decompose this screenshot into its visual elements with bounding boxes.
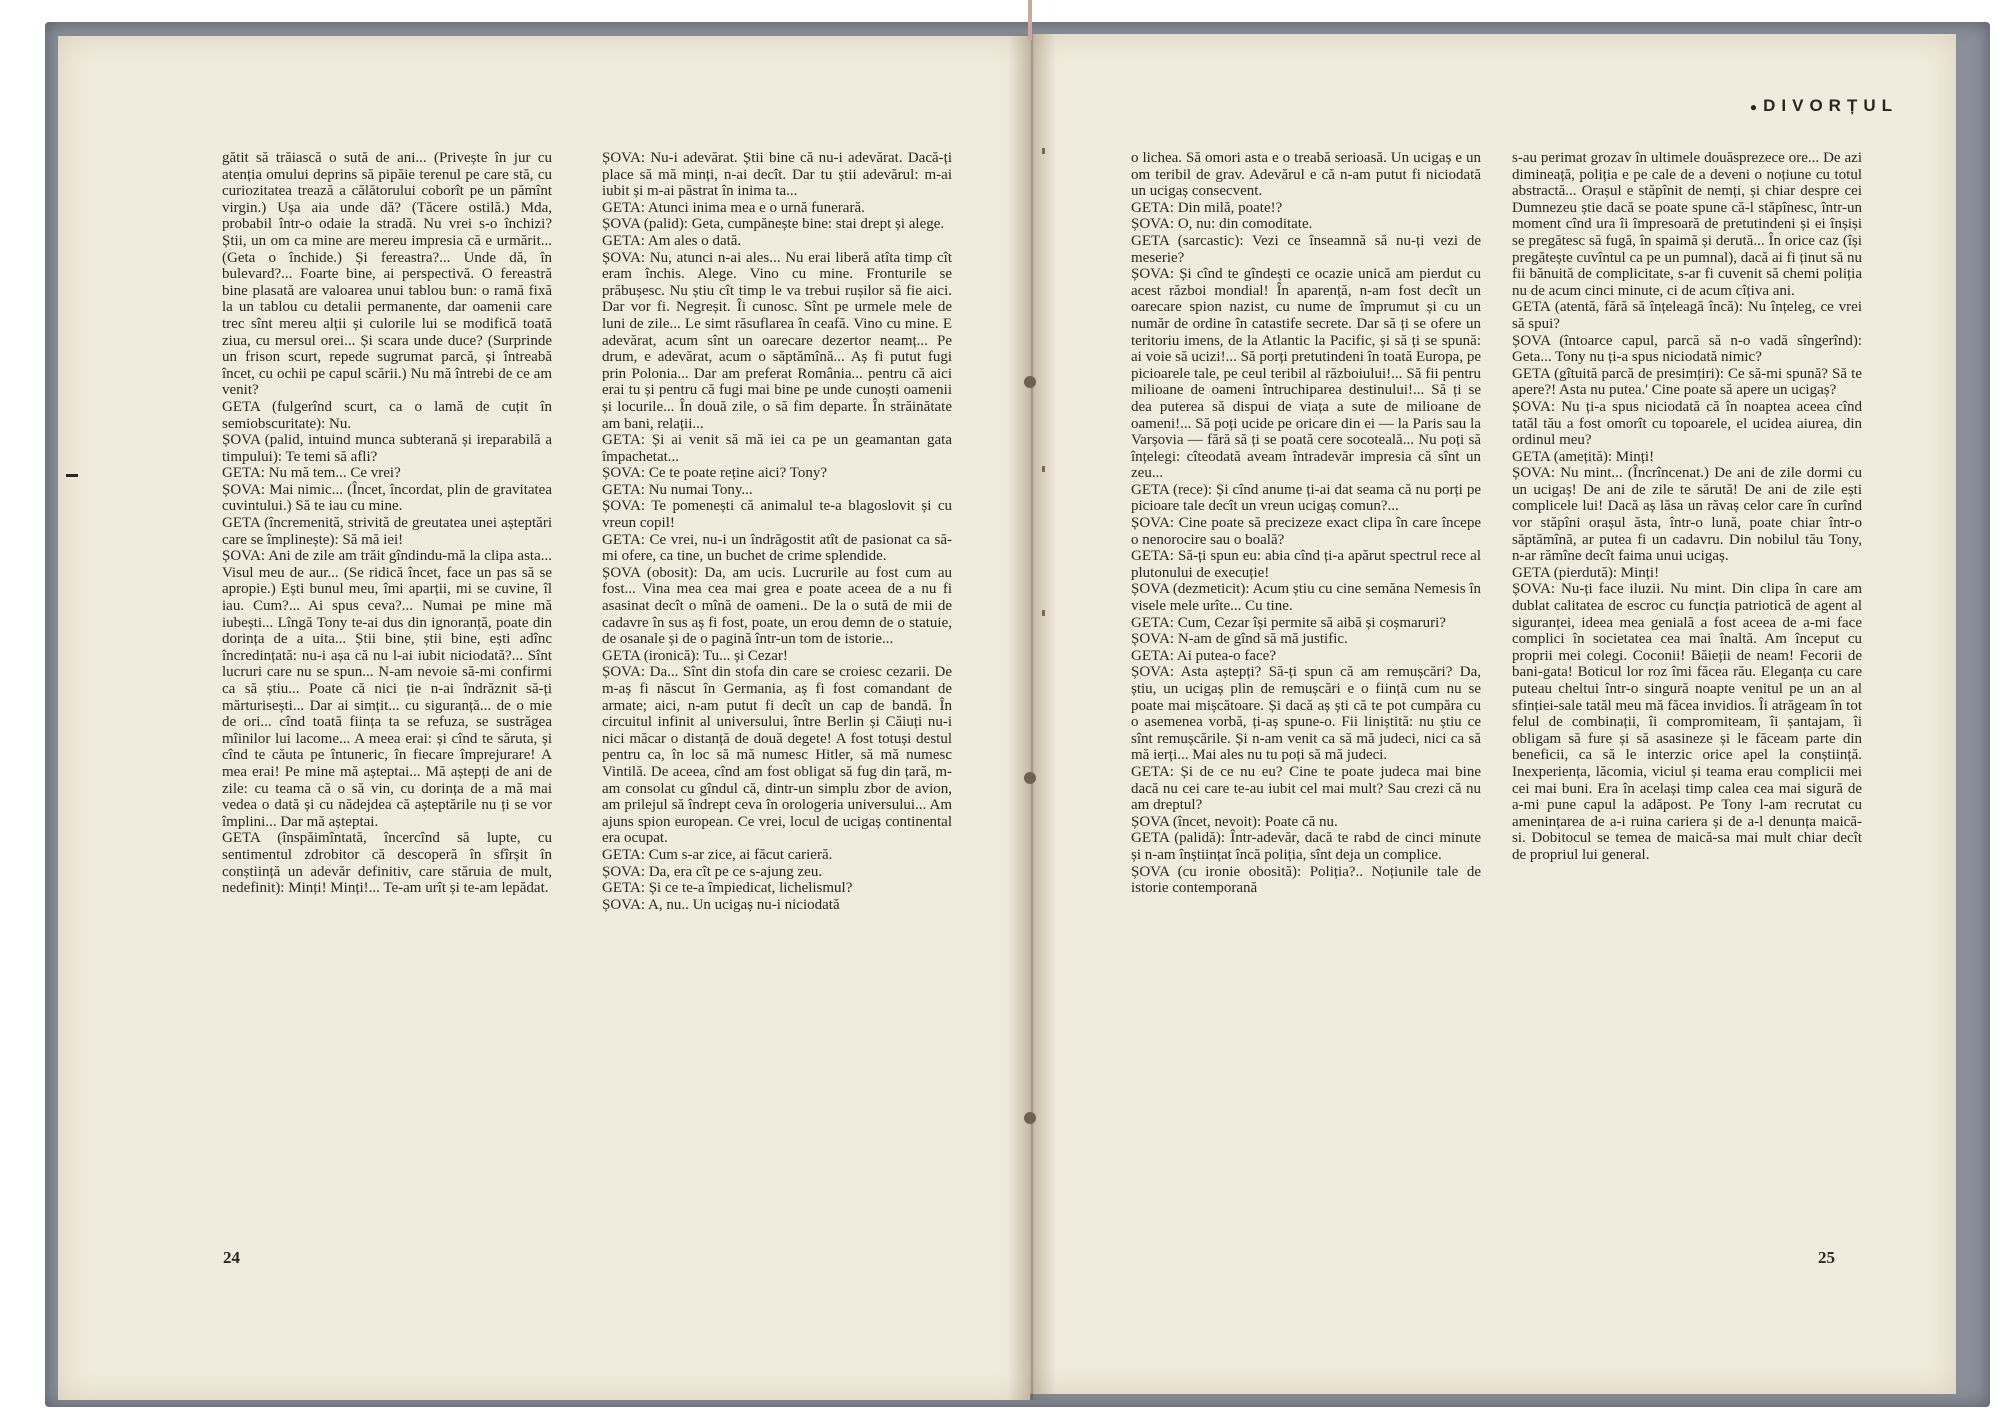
binding-stitch (1024, 1112, 1036, 1124)
page-number-right: 25 (1818, 1248, 1835, 1267)
right-page-column-1: o lichea. Să omori asta e o treabă serioasă. Un ucigaș e un om teribil de grav. Adevărul e că n-am putut fi niciodată un ucigaș consecvent. GETA: Din milă, poate!? ȘOVA: O, nu: din comoditate. GETA (sarcastic): Vezi ce înseamnă să nu-ți vezi de meserie? ȘOVA: Și cînd te gîndești ce ocazie unică am pierdut cu acest război mondial! În aparență, n-am fost decît un oarecare spion nazist, cu nume de împrumut și cu un număr de ordine în catastife secrete. Dar să ți se ofere un teritoriu imens, de la Atlantic la Pacific, și să ți se spună: ai voie să ucizi!... Să porți pretutindeni în toată Europa, pe picioarele tale, pe ceul teribil al războiului!... Să fii pentru milioane de oameni întruchiparea destinului!... Să ți se dea puterea să dispui de viața a sute de milioane de oameni!... Să poți ucide pe oricare din ei — la Paris sau la Varșovia — fără să ți se poată cere socoteală... Nu poți să înțelegi: cîteodată aveam întradevăr impresia că sînt un zeu... GETA (rece): Și cînd anume ți-ai dat seama că nu porți pe picioare tale decît un vreun ucigaș comun?... ȘOVA: Cine poate să precizeze exact clipa în care începe o nenorocire sau o boală? GETA: Să-ți spun eu: abia cînd ți-a apărut spectrul rece al plutonului de execuție! ȘOVA (dezmeticit): Acum știu cu cine semăna Nemesis în visele mele urîte... Cu tine. GETA: Cum, Cezar își permite să aibă și coșmaruri? ȘOVA: N-am de gînd să mă justific. GETA: Ai putea-o face? ȘOVA: Asta aștepți? Să-ți spun că am remușcări? Da, știu, un ucigaș plin de remușcări e o ființă cum nu se poate mai mișcătoare. Și dacă aș ști că te pot cumpăra cu o asemenea vorbă, ți-aș spune-o. Fii liniștită: nu știu ce sînt remușcările. Și n-am venit ca să mă judeci, nici ca să mă ierți... Mai ales nu tu poți să mă judeci. GETA: Și de ce nu eu? Cine te poate judeca mai bine dacă nu cei care te-au iubit cel mai mult? Sau crezi că nu am dreptul? ȘOVA (încet, nevoit): Poate că nu. GETA (palidă): Într-adevăr, dacă te rabd de cinci minute și n-am înștiințat încă poliția, sînt deja un complice. ȘOVA (cu ironie obosită): Poliția?.. Noțiunile tale de istorie contemporană (1131, 150, 1481, 897)
right-page-column-2: s-au perimat grozav în ultimele douăsprezece ore... De azi dimineață, poliția e pe cale de a deveni o noțiune cu totul abstractă... Orașul e stăpînit de nemți, și chiar despre cei Dumnezeu știe dacă se poate spune că-l stăpînesc, într-un moment cînd ura îi împresoară de pretutindeni și ei înșiși se pregătesc să fugă, în spaimă și derută... În orice caz (își pregătește cuvîntul ca pe un pumnal), dacă ai fi ținut să nu fii bănuită de complicitate, s-ar fi cuvenit să chemi poliția nu de acum cinci minute, ci de acum cîțiva ani. GETA (atentă, fără să înțeleagă încă): Nu înțeleg, ce vrei să spui? ȘOVA (întoarce capul, parcă să n-o vadă sîngerînd): Geta... Tony nu ți-a spus niciodată nimic? GETA (gîtuită parcă de presimțiri): Ce să-mi spună? Să te apere?! Asta nu putea.' Cine poate să apere un ucigaș? ȘOVA: Nu ți-a spus niciodată că în noaptea aceea cînd tatăl tău a fost omorît cu topoarele, el ucidea aiurea, din ordinul meu? GETA (amețită): Minți! ȘOVA: Nu mint... (Încrîncenat.) De ani de zile dormi cu un ucigaș! De ani de zile te sărută! De ani de zile ești complicele lui! Dacă aș lăsa un răvaș celor care în curînd vor stăpîni orașul ăsta, într-o lună, poate chiar într-o săptămînă, ar putea fi un cadavru. Din nobilul tău Tony, n-ar rămîne decît faima unui ucigaș. GETA (pierdută): Minți! ȘOVA: Nu-ți face iluzii. Nu mint. Din clipa în care am dublat calitatea de escroc cu funcția patriotică de agent al siguranței, ideea mea genială a fost aceea de a-mi face complici în societatea cea mai înaltă. Am început cu proprii mei colegi. Coconii! Băieții de neam! Fecorii de bani-gata! Boticul lor roz îmi făcea rău. Eleganța cu care puteau cheltui într-o singură noapte venitul pe un an al sfinției-sale tatăl meu mă făcea invidios. Îi atrăgeam în tot felul de combinații, îi compromiteam, îi șantajam, îi obligam să fure și să asasineze și le făceam parte din beneficii, ca să le interzic orice apel la conștiință. Inexperiența, lăcomia, viciul și teama erau complicii mei cei mai buni. Era în același timp calea cea mai sigură de a-mi pune capul la adăpost. Pe Tony l-am recrutat cu amenințarea de a-i ruina cariera și de a-l denunța maică-si. Dobitocul se temea de maică-sa mai mult chiar decît de propriul lui general. (1512, 150, 1862, 863)
page-number-left: 24 (223, 1248, 240, 1267)
running-header (1638, 96, 1898, 116)
binding-stitch (1024, 376, 1036, 388)
left-page-column-1: gătit să trăiască o sută de ani... (Privește în jur cu atenția omului deprins să pipăie terenul pe care stă, cu curiozitatea trează a călătorului coborît pe un pămînt virgin.) Ușa aia unde dă? (Tăcere ostilă.) Mda, probabil într-o odaie la stradă. Nu vrei s-o închizi? Știi, un om ca mine are mereu impresia că e urmărit... (Geta o închide.) Și fereastra?... Unde dă, în bulevard?... Foarte bine, ai perspectivă. O fereastră bine plasată are valoarea unui tablou bun: o ramă fixă la un tablou cu detalii permanente, dar oamenii care trec sînt mereu alții și culorile lui se modifică toată ziua, cu mersul orei... Și scara unde duce? (Surprinde un frison scurt, repede sugrumat parcă, și întreabă încet, cu ochii pe capul scării.) Nu mă întrebi de ce am venit? GETA (fulgerînd scurt, ca o lamă de cuțit în semiobscuritate): Nu. ȘOVA (palid, intuind munca subterană și ireparabilă a timpului): Te temi să afli? GETA: Nu mă tem... Ce vrei? ȘOVA: Mai nimic... (Încet, încordat, plin de gravitatea cuvintului.) Să te iau cu mine. GETA (încremenită, strivită de greutatea unei așteptări care se împlinește): Să mă iei! ȘOVA: Ani de zile am trăit gîndindu-mă la clipa asta... Visul meu de aur... (Se ridică încet, face un pas să se apropie.) Ești bunul meu, îmi aparții, mi se cuvine, îl iau. Cum?... Ai spus ceva?... Numai pe mine mă iubești... Lîngă Tony te-ai dus din ignoranță, poate din dorința de a uita... Știi bine, știi bine, ești adînc încredințată: nu-i așa că nu l-ai iubit niciodată?... Sînt lucruri care nu se spun... N-am nevoie să-mi confirmi ca să știu... Poate că nici ție n-ai îndrăznit să-ți mărturisești... Dar ai simțit... cu siguranță... de o mie de ori... cînd toată ființa ta se refuza, se sustrăgea mîinilor lui lacome... A meea erai: și cînd te săruta, și cînd te căuta pe întuneric, în fiecare împrejurare! A mea erai! Pe mine mă așteptai... Mă aștepți de ani de zile: cu teama că o să vin, cu dorința de a mă mai vedea o dată și cu nădejdea că așteptările nu ți se vor împlini... Dar mă așteptai. GETA (înspăimîntată, încercînd să lupte, cu sentimentul zdrobitor că descoperă în sfîrșit în conștiință un adevăr definitiv, care stăruia de mult, nedefinit): Minți! Minți!... Te-am urît și te-am lepădat. (222, 150, 552, 897)
fold-mark (1042, 148, 1045, 154)
fold-mark (1042, 610, 1045, 616)
binding-thread (1028, 0, 1032, 40)
header-title: DIVORȚUL (1763, 96, 1898, 115)
left-page-column-2: ȘOVA: Nu-i adevărat. Știi bine că nu-i adevărat. Dacă-ți place să mă minți, n-ai decît. Dar tu știi adevărul: m-ai iubit și m-ai păstrat în inima ta... GETA: Atunci inima mea e o urnă funerară. ȘOVA (palid): Geta, cumpănește bine: stai drept și alege. GETA: Am ales o dată. ȘOVA: Nu, atunci n-ai ales... Nu erai liberă atîta timp cît eram închis. Alege. Vino cu mine. Fronturile se prăbușesc. Nu știu cît timp le va trebui rușilor să fie aici. Dar vor fi. Negreșit. Îi cunosc. Sînt pe urmele mele de luni de zile... Le simt răsuflarea în ceafă. Vino cu mine. E adevărat, acum sînt un oarecare dezertor neamț... Pe drum, e adevărat, acum o săptămînă... Aș fi putut fugi prin Polonia... Dar am preferat România... pentru că aici erai tu și pentru că fugi mai bine pe unde cunoști oamenii și locurile... În două zile, o să fim departe. În străinătate am bani, relații... GETA: Și ai venit să mă iei ca pe un geamantan gata împachetat... ȘOVA: Ce te poate reține aici? Tony? GETA: Nu numai Tony... ȘOVA: Te pomenești că animalul te-a blagoslovit și cu vreun copil! GETA: Ce vrei, nu-i un îndrăgostit atît de pasionat ca să-mi ofere, ca tine, un buchet de crime splendide. ȘOVA (obosit): Da, am ucis. Lucrurile au fost cum au fost... Vina mea cea mai grea e poate aceea de a nu fi asasinat decît o mînă de oameni.. De la o sută de mii de cadavre în sus aș fi fost, poate, un erou demn de o statuie, de osanale și de o pagină într-un tom de istorie... GETA (ironică): Tu... și Cezar! ȘOVA: Da... Sînt din stofa din care se croiesc cezarii. De m-aș fi născut în Germania, aș fi fost comandant de armate; aici, n-am putut fi decît un cap de bandă. În circuitul infinit al universului, între Berlin și Căiuți nu-i nici măcar o distanță de două degete! A fost totuși destul pentru ca, în loc să mă numesc Hitler, să mă numesc Vintilă. De aceea, cînd am fost obligat să fug din țară, m-am consolat cu gîndul că, dintr-un simplu zbor de avion, am prilejul să îndrept ceva în orologeria universului... Am ajuns spion european. Ce vrei, locul de ucigaș continental era ocupat. GETA: Cum s-ar zice, ai făcut carieră. ȘOVA: Da, era cît pe ce s-ajung zeu. GETA: Și ce te-a împiedicat, lichelismul? ȘOVA: A, nu.. Un ucigaș nu-i niciodată (602, 150, 952, 913)
fold-mark (1042, 466, 1045, 472)
book-gutter (1008, 34, 1056, 1400)
bullet-icon: ● (1749, 100, 1758, 114)
margin-mark (66, 474, 78, 477)
binding-stitch (1024, 772, 1036, 784)
